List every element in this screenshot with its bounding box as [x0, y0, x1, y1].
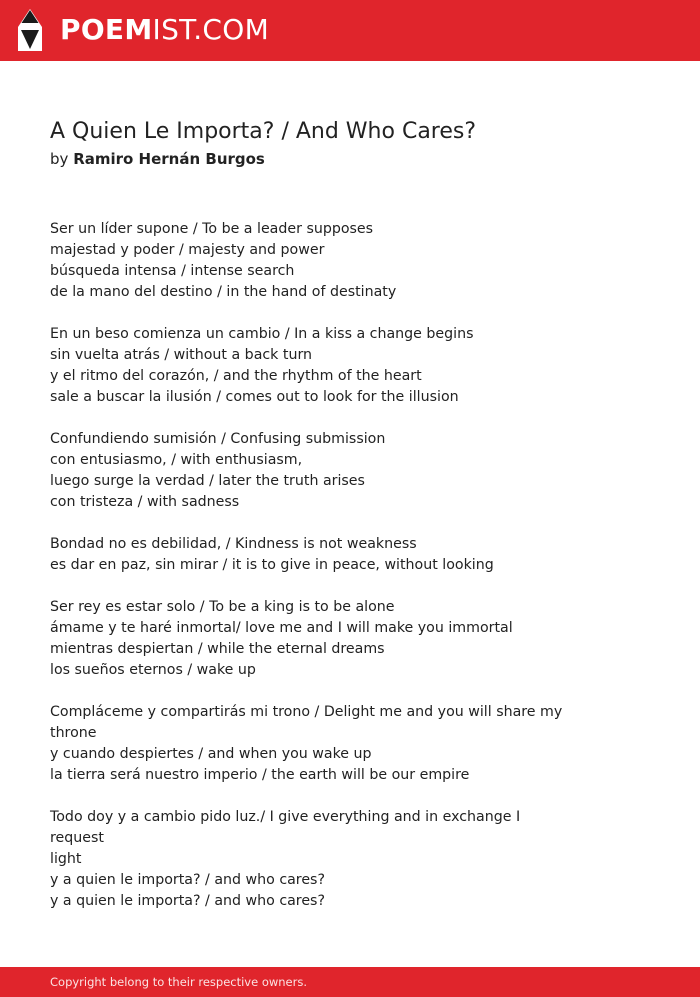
poem-line: throne — [50, 725, 97, 741]
poem-line: búsqueda intensa / intense search — [50, 263, 295, 279]
logo-text-light: IST.COM — [152, 13, 270, 46]
stanza — [50, 324, 570, 408]
poem-line: y a quien le importa? / and who cares? — [50, 893, 325, 909]
author-name: Ramiro Hernán Burgos — [73, 150, 265, 168]
poem-line: con tristeza / with sadness — [50, 494, 240, 510]
poem-line: ámame y te haré inmortal/ love me and I will make you immortal — [50, 620, 513, 636]
poem-line: En un beso comienza un cambio / In a kiss a change begins — [50, 326, 474, 342]
poem-line: los sueños eternos / wake up — [50, 662, 256, 678]
poem-line: sin vuelta atrás / without a back turn — [50, 347, 313, 363]
poem-line: es dar en paz, sin mirar / it is to give in peace, without looking — [50, 557, 494, 573]
poem-line: Bondad no es debilidad, / Kindness is not weakness — [50, 536, 417, 552]
site-footer — [0, 967, 700, 997]
by-label: by — [50, 150, 69, 168]
poem-heading — [50, 117, 650, 169]
poem-body — [50, 219, 570, 933]
poem-line: light — [50, 851, 82, 867]
stanza — [50, 807, 570, 912]
stanza — [50, 534, 570, 576]
poem-line: mientras despiertan / while the eternal dreams — [50, 641, 385, 657]
stanza — [50, 597, 570, 681]
site-logo-link[interactable] — [18, 8, 269, 52]
poem-line: sale a buscar la ilusión / comes out to look for the illusion — [50, 389, 459, 405]
site-header — [0, 0, 700, 61]
poem-line: y el ritmo del corazón, / and the rhythm of the heart — [50, 368, 422, 384]
poem-line: Todo doy y a cambio pido luz./ I give everything and in exchange I request — [50, 809, 521, 846]
poem-line: Confundiendo sumisión / Confusing submission — [50, 431, 386, 447]
poem-line: Ser un líder supone / To be a leader supposes — [50, 221, 374, 237]
poem-line: Ser rey es estar solo / To be a king is to be alone — [50, 599, 395, 615]
poem-line: luego surge la verdad / later the truth arises — [50, 473, 365, 489]
poem-line: majestad y poder / majesty and power — [50, 242, 325, 258]
byline — [50, 149, 650, 169]
logo-text-bold: POEM — [60, 13, 153, 46]
poem-line: con entusiasmo, / with enthusiasm, — [50, 452, 303, 468]
poem-line: y cuando despiertes / and when you wake up — [50, 746, 372, 762]
poem-title: A Quien Le Importa? / And Who Cares? — [50, 119, 477, 144]
stanza — [50, 702, 570, 786]
poem-line: Compláceme y compartirás mi trono / Delight me and you will share my — [50, 704, 563, 720]
poem-line: de la mano del destino / in the hand of destinaty — [50, 284, 397, 300]
stanza — [50, 219, 570, 303]
poem-line: la tierra será nuestro imperio / the earth will be our empire — [50, 767, 470, 783]
pencil-icon — [18, 9, 42, 51]
copyright-notice: Copyright belong to their respective owners. — [50, 975, 308, 989]
logo-wordmark — [60, 13, 270, 46]
poem-line: y a quien le importa? / and who cares? — [50, 872, 325, 888]
stanza — [50, 429, 570, 513]
